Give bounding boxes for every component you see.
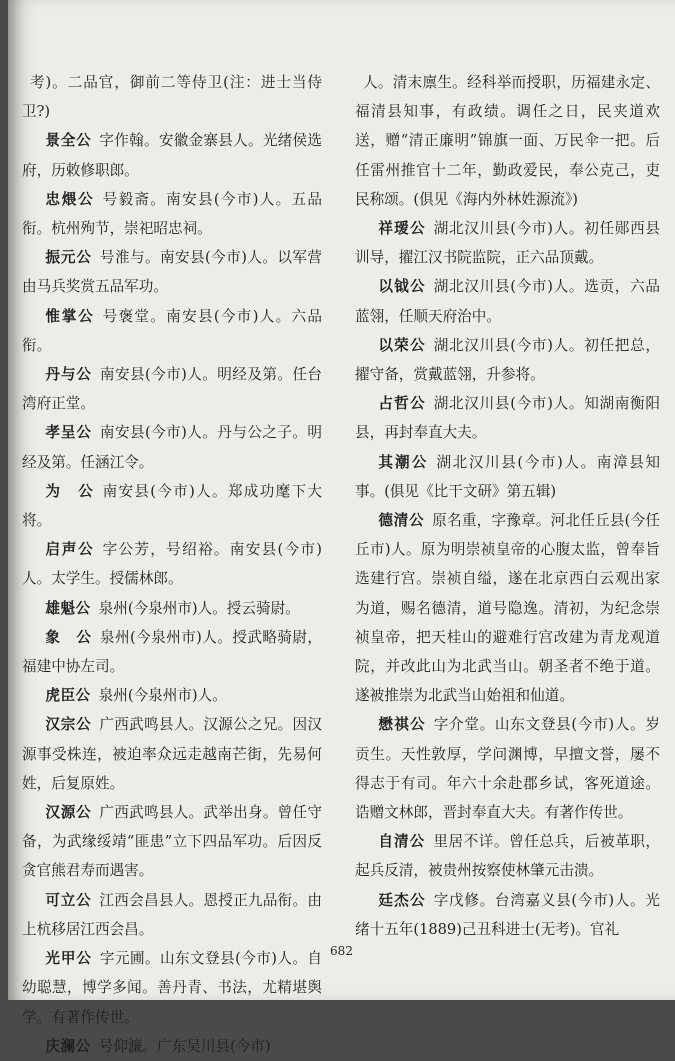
left-column (22, 68, 322, 1061)
entry-text: 考)。二品官，御前二等侍卫(注：进士当侍卫?) (22, 74, 322, 121)
biography-entry (22, 1032, 322, 1061)
entry-name: 惟掌公 (45, 307, 95, 325)
entry-text: 号仰濂。广东吴川县(今市) (98, 1037, 271, 1055)
entry-name: 光甲公 (45, 950, 92, 968)
entry-name: 孝呈公 (45, 424, 92, 442)
entry-text: 南安县(今市)人。明经及第。任台湾府正堂。 (22, 366, 322, 413)
entry-text: 泉州(今泉州市)人。 (98, 687, 227, 705)
entry-text: 号褒堂。南安县(今市)人。六品衔。 (22, 307, 322, 354)
biography-entry (22, 535, 322, 593)
biography-entry (22, 623, 322, 681)
entry-name: 为 公 (45, 482, 95, 500)
entry-name: 可立公 (45, 891, 92, 909)
entry-text: 湖北汉川县(今市)人。初任郧西县训导，擢江汉书院监院，正六品顶戴。 (355, 220, 660, 267)
entry-text: 原名重，字豫章。河北任丘县(今任丘市)人。原为明崇祯皇帝的心腹太监，曾奉旨选建行宫。崇祯自缢，遂在北京西白云观出家为道，赐名德清，道号隐逸。清初，为纪念崇祯皇帝，把天桂山的避难行宫改建为青龙观道院，并改此山为北武当山。朝圣者不绝于道。遂被推崇为北武当山始祖和仙道。 (355, 512, 660, 705)
entry-name: 自清公 (378, 833, 426, 851)
biography-entry (355, 827, 660, 885)
entry-name: 虎臣公 (45, 687, 91, 705)
entry-text: 湖北汉川县(今市)人。知湖南衡阳县，再封奉直大夫。 (355, 395, 660, 442)
entry-name: 汉宗公 (45, 716, 92, 734)
entry-text: 江西会昌县人。恩授正九品衔。由上杭移居江西会昌。 (22, 891, 322, 938)
biography-entry (355, 448, 660, 506)
biography-entry (22, 798, 322, 886)
entry-name: 启声公 (45, 541, 95, 559)
entry-text: 号淮与。南安县(今市)人。以军营由马兵奖赏五品军功。 (22, 249, 322, 296)
entry-text: 南安县(今市)人。丹与公之子。明经及第。任涵江令。 (22, 424, 322, 471)
entry-text: 泉州(今泉州市)人。授武略骑尉，福建中协左司。 (22, 628, 322, 676)
biography-entry (22, 594, 322, 623)
entry-name: 庆澜公 (45, 1037, 91, 1055)
right-column (355, 68, 660, 944)
biography-entry (22, 126, 322, 184)
entry-text: 里居不详。曾任总兵，后被革职，起兵反清，被贵州按察使林肇元击溃。 (355, 833, 660, 880)
biography-entry (22, 886, 322, 944)
biography-entry (355, 68, 660, 214)
entry-text: 人。清末廪生。经科举而授职，历福建永定、福清县知事，有政绩。调任之日，民夹道欢送，赠“清正廉明”锦旗一面、万民伞一把。后任雷州推官十二年，勤政爱民，奉公克己，吏民称颂。(俱见《海内外林姓源流》) (355, 74, 660, 208)
entry-name: 雄魁公 (45, 599, 91, 617)
biography-entry (22, 185, 322, 243)
biography-entry (22, 243, 322, 301)
biography-entry (355, 331, 660, 389)
biography-entry (22, 302, 322, 360)
entry-text: 泉州(今泉州市)人。授云骑尉。 (98, 599, 300, 617)
biography-entry (22, 477, 322, 535)
entry-text: 广西武鸣县人。汉源公之兄。因汉源事受株连，被迫率众远走越南芒街，先易何姓，后复原姓。 (22, 716, 322, 792)
biography-entry (22, 710, 322, 798)
biography-entry (355, 389, 660, 447)
entry-text: 广西武鸣县人。武举出身。曾任守备，为武缘绥靖“匪患”立下四品军功。后因反贪官熊君寿而遇害。 (22, 804, 322, 880)
biography-entry (355, 506, 660, 710)
entry-name: 忠煨公 (45, 190, 95, 208)
book-page (8, 0, 675, 1055)
page-number: 682 (330, 944, 353, 958)
biography-entry (22, 68, 322, 126)
entry-name: 景全公 (45, 132, 92, 150)
entry-text: 湖北汉川县(今市)人。南漳县知事。(俱见《比干文研》第五辑) (355, 453, 660, 500)
entry-text: 号毅斋。南安县(今市)人。五品衔。杭州殉节，崇祀昭忠祠。 (22, 190, 322, 238)
entry-name: 以钺公 (378, 278, 426, 296)
entry-name: 占哲公 (378, 395, 426, 413)
entry-text: 湖北汉川县(今市)人。初任把总，擢守备，赏戴蓝翎，升参将。 (355, 336, 660, 384)
entry-name: 懋祺公 (378, 716, 426, 734)
biography-entry (355, 214, 660, 272)
entry-text: 字作翰。安徽金寨县人。光绪侯选府，历敕修职郎。 (22, 132, 322, 179)
entry-name: 丹与公 (45, 366, 92, 384)
biography-entry (22, 360, 322, 418)
entry-name: 德清公 (378, 512, 425, 530)
biography-entry (355, 710, 660, 827)
entry-text: 字公芳，号绍裕。南安县(今市)人。太学生。授儒林郎。 (22, 541, 322, 588)
entry-name: 振元公 (45, 249, 92, 267)
entry-name: 象 公 (45, 628, 92, 646)
biography-entry (22, 681, 322, 710)
biography-entry (355, 272, 660, 330)
entry-name: 祥瑷公 (378, 220, 426, 238)
entry-text: 南安县(今市)人。郑成功麾下大将。 (22, 482, 322, 530)
entry-text: 字元圃。山东文登县(今市)人。自幼聪慧，博学多闻。善丹青、书法，尤精堪舆学。有著作传世。 (22, 950, 322, 1026)
entry-name: 以荣公 (378, 336, 426, 354)
entry-text: 字戊修。台湾嘉义县(今市)人。光绪十五年(1889)己丑科进士(无考)。官礼 (355, 891, 660, 938)
entry-name: 廷杰公 (378, 891, 426, 909)
entry-name: 汉源公 (45, 804, 92, 822)
entry-name: 其潮公 (378, 453, 429, 471)
biography-entry (355, 886, 660, 944)
entry-text: 湖北汉川县(今市)人。选贡，六品蓝翎，任顺天府治中。 (355, 278, 660, 325)
biography-entry (22, 418, 322, 476)
entry-text: 字介堂。山东文登县(今市)人。岁贡生。天性敦厚，学问渊博，早擅文誉，屡不得志于有司。年六十余赴郡乡试，客死道途。诰赠文林郎，晋封奉直大夫。有著作传世。 (355, 716, 660, 822)
